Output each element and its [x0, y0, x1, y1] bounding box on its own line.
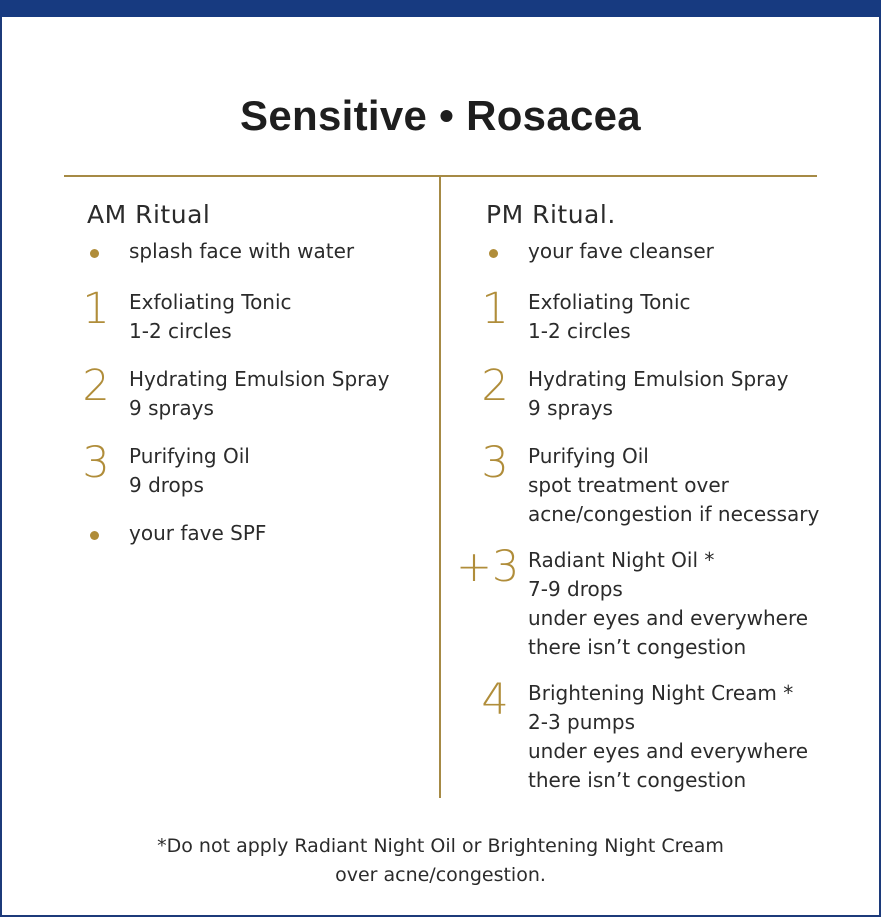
am-ritual-column	[82, 200, 427, 548]
step-number: 1	[82, 284, 110, 334]
am-step-water	[87, 237, 427, 266]
step-product: Purifying Oil	[528, 444, 649, 468]
step-product: Purifying Oil	[129, 444, 250, 468]
step-amount: 9 drops	[129, 473, 204, 497]
am-step-1	[82, 284, 427, 346]
step-amount: 9 sprays	[129, 396, 214, 420]
pm-ritual-column	[456, 200, 856, 795]
step-product: Exfoliating Tonic	[129, 290, 292, 314]
page-title: Sensitive • Rosacea	[240, 92, 641, 139]
step-line: splash face with water	[129, 239, 355, 263]
top-color-bar	[0, 0, 881, 17]
step-product: Brightening Night Cream *	[528, 681, 794, 705]
step-amount: 7-9 drops	[528, 577, 623, 601]
step-product: Hydrating Emulsion Spray	[129, 367, 390, 391]
pm-step-plus-3	[456, 542, 856, 662]
step-instruction: under eyes and everywhere	[528, 739, 809, 763]
step-amount: 1-2 circles	[528, 319, 631, 343]
step-instruction: spot treatment over	[528, 473, 729, 497]
am-step-3	[82, 438, 427, 500]
step-line: your fave SPF	[129, 521, 267, 545]
am-ritual-title: AM Ritual	[87, 200, 211, 229]
step-product: Exfoliating Tonic	[528, 290, 691, 314]
step-number: 3	[481, 438, 509, 488]
step-number: 3	[82, 438, 110, 488]
step-amount: 1-2 circles	[129, 319, 232, 343]
pm-step-3	[481, 438, 856, 529]
pm-ritual-title: PM Ritual.	[486, 200, 616, 229]
pm-step-cleanser	[486, 237, 856, 266]
am-step-spf	[87, 519, 427, 548]
pm-step-4	[481, 675, 856, 795]
step-instruction: acne/congestion if necessary	[528, 502, 820, 526]
footnote-line-1: *Do not apply Radiant Night Oil or Brightening Night Cream	[157, 835, 724, 857]
pm-step-2	[481, 361, 856, 423]
step-number: 4	[481, 675, 509, 725]
bullet-dot-icon	[90, 531, 99, 540]
step-amount: 9 sprays	[528, 396, 613, 420]
footnote-line-2: over acne/congestion.	[335, 864, 546, 886]
pm-step-1	[481, 284, 856, 346]
step-number: +3	[456, 542, 520, 592]
step-instruction: there isn’t congestion	[528, 768, 747, 792]
step-number: 2	[481, 361, 509, 411]
step-number: 2	[82, 361, 110, 411]
step-number: 1	[481, 284, 509, 334]
vertical-divider	[439, 176, 441, 798]
step-product: Hydrating Emulsion Spray	[528, 367, 789, 391]
step-amount: 2-3 pumps	[528, 710, 635, 734]
step-product: Radiant Night Oil *	[528, 548, 715, 572]
bullet-dot-icon	[489, 249, 498, 258]
footnote	[0, 832, 881, 890]
am-step-2	[82, 361, 427, 423]
step-instruction: there isn’t congestion	[528, 635, 747, 659]
step-instruction: under eyes and everywhere	[528, 606, 809, 630]
step-line: your fave cleanser	[528, 239, 714, 263]
bullet-dot-icon	[90, 249, 99, 258]
